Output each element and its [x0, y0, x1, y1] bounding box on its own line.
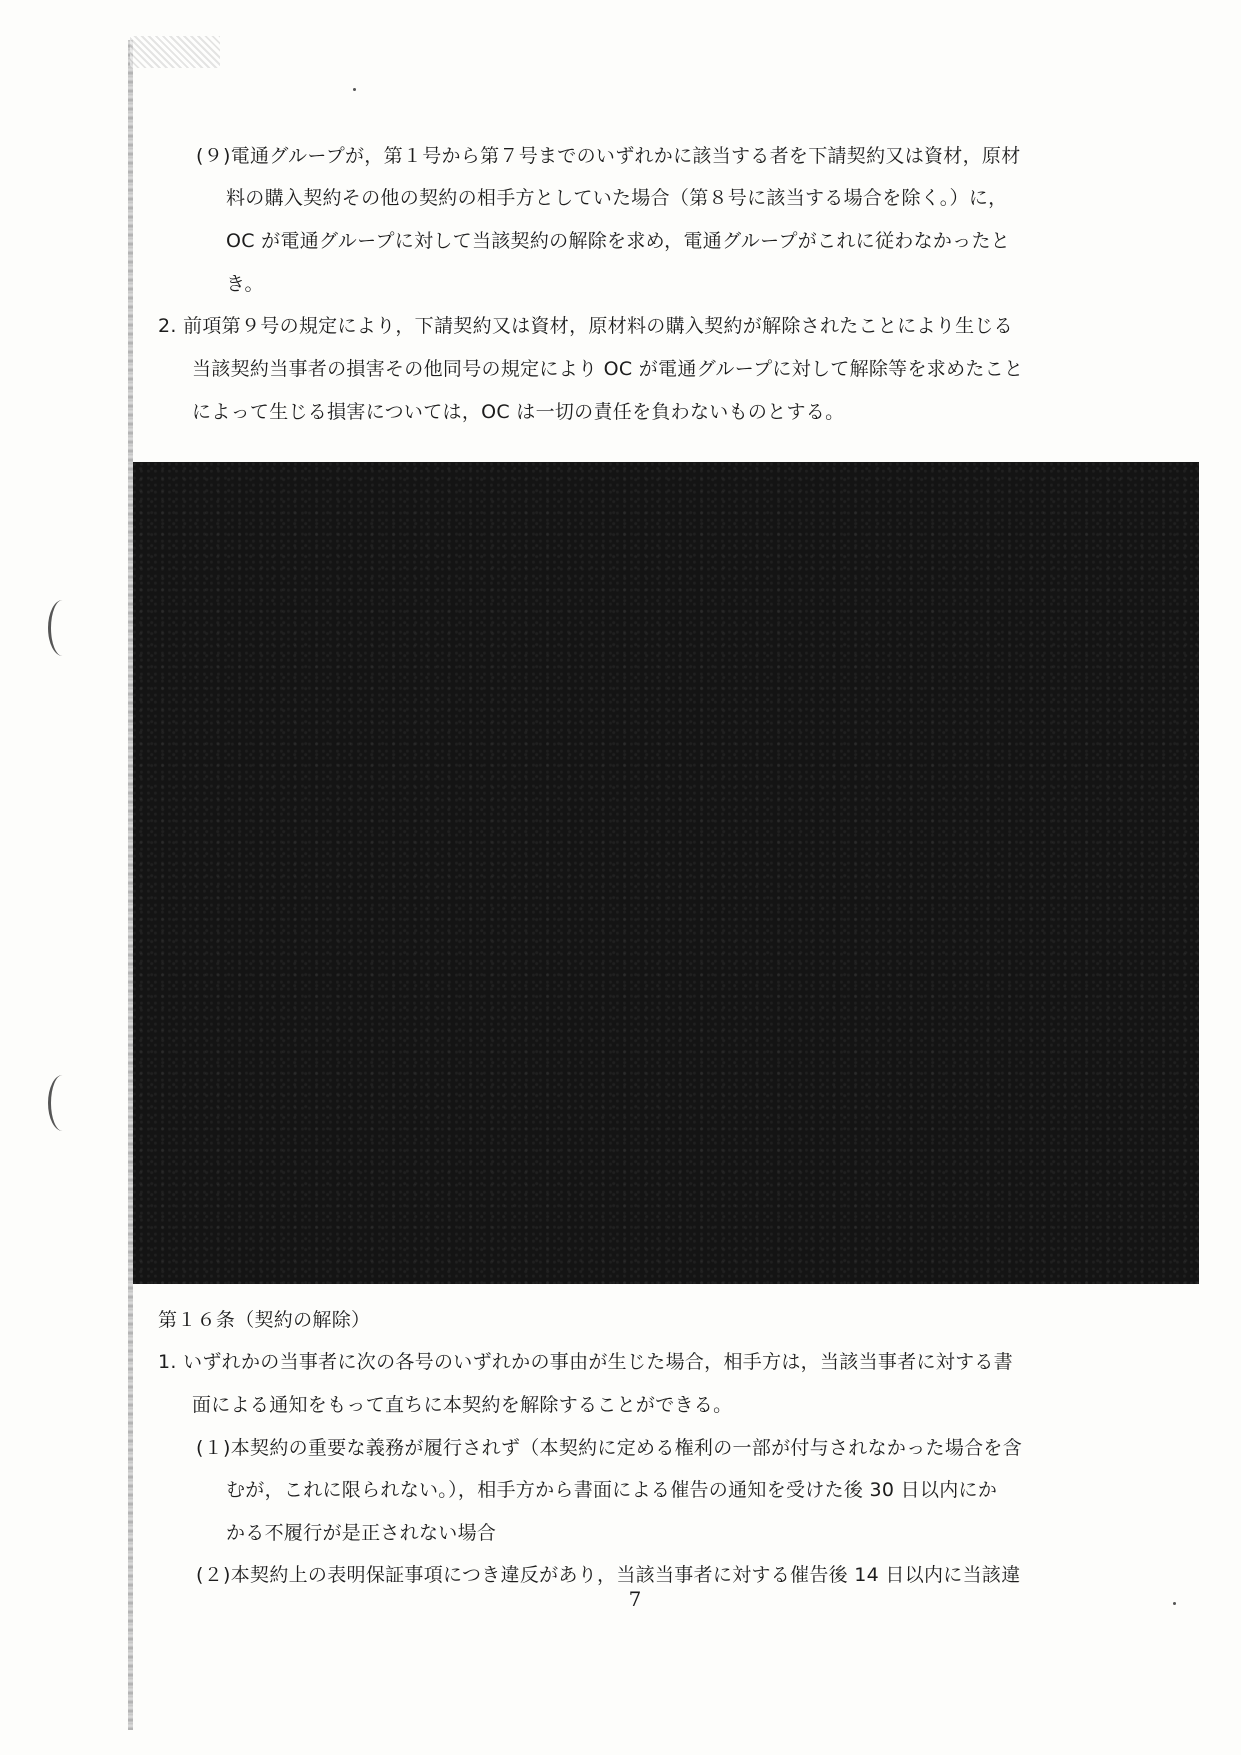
scan-corner-noise	[130, 36, 220, 68]
punch-hole-mark	[48, 600, 77, 656]
text-line: によって生じる損害については，OC は一切の責任を負わないものとする。	[192, 401, 845, 423]
text-line: 料の購入契約その他の契約の相手方としていた場合（第８号に該当する場合を除く。）に，	[226, 187, 1008, 209]
page-number: 7	[628, 1587, 642, 1611]
text-line: (２)本契約上の表明保証事項につき違反があり，当該当事者に対する催告後 14 日以内に当該違	[196, 1564, 1021, 1586]
text-line: OC が電通グループに対して当該契約の解除を求め，電通グループがこれに従わなかったと	[226, 230, 1011, 252]
text-line: 1. いずれかの当事者に次の各号のいずれかの事由が生じた場合，相手方は，当該当事者に対する書	[158, 1351, 1013, 1373]
text-line: 面による通知をもって直ちに本契約を解除することができる。	[192, 1394, 733, 1416]
text-line: かる不履行が是正されない場合	[226, 1522, 497, 1544]
text-line: (９)電通グループが，第１号から第７号までのいずれかに該当する者を下請契約又は資材，原材	[196, 145, 1021, 167]
text-line: 2. 前項第９号の規定により，下請契約又は資材，原材料の購入契約が解除されたことにより生じる	[158, 315, 1013, 337]
scan-speck	[353, 88, 356, 91]
text-line: むが，これに限られない。），相手方から書面による催告の通知を受けた後 30 日以内にか	[226, 1479, 998, 1501]
article-heading: 第１６条（契約の解除）	[158, 1309, 371, 1331]
redacted-block	[133, 462, 1199, 1284]
text-line: (１)本契約の重要な義務が履行されず（本契約に定める権利の一部が付与されなかった場合を含	[196, 1437, 1023, 1459]
text-line: き。	[226, 273, 264, 295]
text-line: 当該契約当事者の損害その他同号の規定により OC が電通グループに対して解除等を求めたこと	[192, 358, 1024, 380]
scan-speck	[1173, 1602, 1176, 1605]
punch-hole-mark	[48, 1075, 77, 1131]
